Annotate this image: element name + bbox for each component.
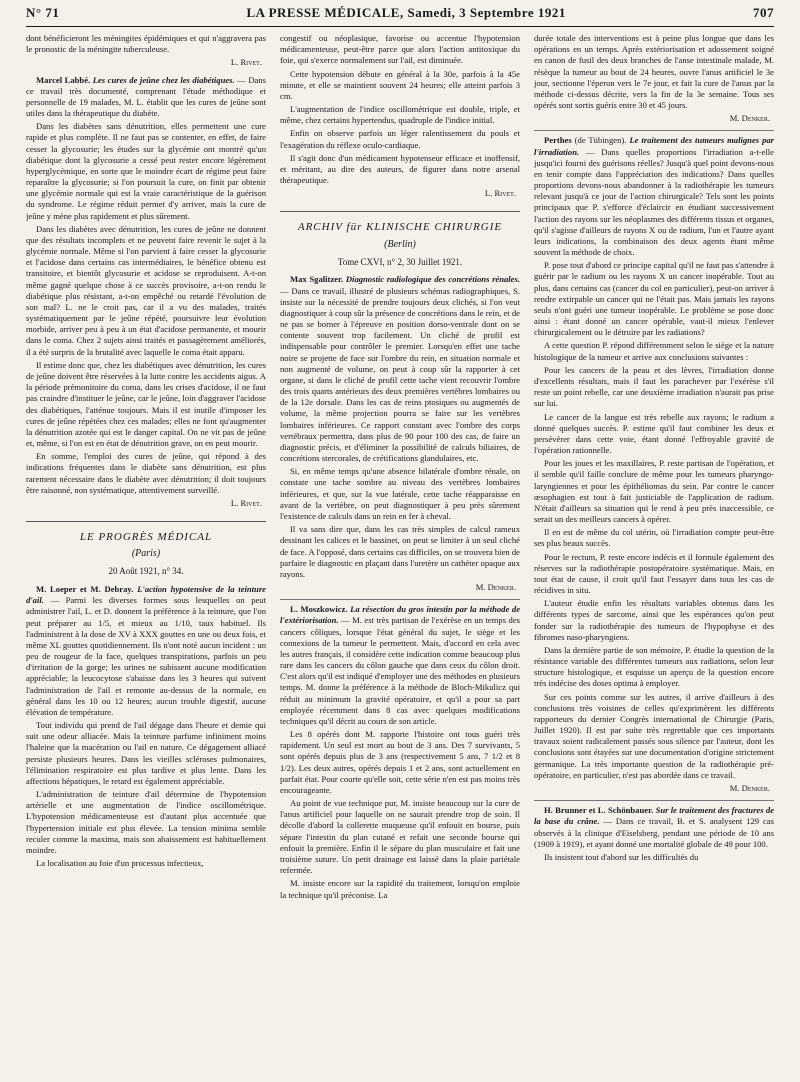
article-heading-labbe — [26, 75, 266, 120]
paragraph: — Dans quelles proportions l'irradiation a-t-elle jusqu'ici fourni des guérisons réelles? Jusqu'à quel point devons-nous en tenir compte dans l'appréciation des indications? Dans quelles proportions devons-nous abandonner à la radiothérapie les tumeurs relevant jusqu'à ce jour de l'action chirurgicale? Tels sont les points principaux que P. s'efforce d'éclaircir en étudiant successivement l'action des rayons sur les néoplasmes des différents tissus et organes, qu'il s'agisse d'ailleurs de rayons X ou de radium, l'un et l'autre ayant leurs indications, la combinaison des deux agents étant même souvent la méthode de choix. — [534, 146, 774, 258]
paragraph: Les 8 opérés dont M. rapporte l'histoire ont tous guéri très rapidement. Un seul est mort au bout de 3 ans. Des 7 survivants, 5 sont opérés depuis plus de 3 ans (respectivement 5 ans, 7 1/2 et 8 1/2). Les deux autres, opérés depuis 1 et 2 ans, sont actuellement en parfait état. Pour courte qu'elle soit, cette série n'en est pas moins très encourageante. — [280, 729, 520, 795]
paragraph: — Parmi les diverses formes sous lesquelles on peut administrer l'ail, L. et D. donnent la préférence à la teinture, que l'on peut préparer au 1/5, et mieux au 1/10, taux habituel. Ils l'administrent à la dose de XV à XXX gouttes en une ou deux fois, et même XL gouttes quotidiennement. Ils n'ont noté aucun incident : un peu de rougeur de la face, quelques transpirations, parfois un peu d'irritation de la gorge; les urines ne subissent aucune modification appréciable; la leucocytose s'abaisse dans les 3 heures qui suivent l'administration de l'ail et remonte au-dessus de la normale, en général dans les 10 ou 12 heures; aucun trouble digestif, aucune élévation de température. — [26, 595, 266, 717]
paragraph: P. pose tout d'abord ce principe capital qu'il ne faut pas s'attendre à guérir par le radium ou les rayons X un cancer inopérable. Tout au plus, dans certains cas (cancer du col en particulier), peut-on arriver à rendre extirpable un cancer qui ne l'était pas. Mais jamais les rayons seuls n'ont guéri une tumeur inopérable. Le problème se pose donc ainsi : étant donné un cancer opérable, vaut-il mieux l'enlever chirurgicalement ou le détruire par les radiations? — [534, 260, 774, 338]
article-heading-brunner — [534, 805, 774, 850]
paragraph: La localisation au foie d'un processus infectieux, — [36, 858, 204, 869]
paragraph: Ils insistent tout d'abord sur les difficultés du — [544, 851, 699, 862]
paragraph: — M. est très partisan de l'exérèse en un temps des cancers côliques, lorsque l'état général du sujet, le siège et les connexions de la tumeur le permettent. Mais, d'accord en cela avec les autres français, il considère cette indication comme beaucoup plus rare dans les cancers du côlon gauche que dans ceux du côlon droit. C'est alors qu'il est indiqué d'employer une des méthodes en plusieurs temps. M. donne la préférence à la méthode de Bloch-Mikulicz qui réduit au minimum la gravité opératoire, et qu'il a pour sa part employée récemment dans 8 cas avec quelques modifications techniques qu'il décrit au cours de son article. — [280, 615, 520, 726]
signature: L. Rivet. — [484, 188, 516, 199]
signature: M. Denker. — [729, 113, 770, 124]
paragraph: Dans les diabètes avec dénutrition, les cures de jeûne ne donnent que des résultats incomplets et ne peuvent faire revenir le sujet à la glycémie normale. Même si l'on parvient à faire cesser la glycosurie et l'acidose dans certains cas intermédiaires, le bénéfice obtenu est transitoire, et bientôt glycosurie et acidose se reproduisent. A-t-on même gagné quelque chose à ce succès provisoire, a-t-on rendu le diabétique plus résistant, a-t-on empêché ou retardé l'évolution de son mal? L. ne le croit pas, car il a vu des malades, traités systématiquement par le jeûne répété, poursuivre leur évolution morbide, arriver peu à peu à un état d'acidose permanente, et mourir dans le coma. Chez 2 sujets ainsi traités et passagèrement améliorés, il a été surpris de la brutalité avec laquelle le coma était apparu. — [26, 223, 266, 357]
issue-line: 20 Août 1921, n° 34. — [108, 566, 184, 577]
paragraph: durée totale des interventions est à peine plus longue que dans les opérations en un temps. Après extériorisation et adossement soigné en canon de fusil des deux branches de l'anse intestinale malade, M. résèque la tumeur au bout de 24 heures, ouvre l'anus artificiel le 3e jour, sectionne l'éperon vers le 7e jour, et fait la cure de l'anus par la méthode ci-dessus décrite, vers la fin de la 3e semaine. Tous ses opérés sont sortis guéris entre 30 et 45 jours. — [534, 33, 774, 111]
column-1 — [26, 33, 266, 1073]
paragraph: — Dans ce travail très documenté, comprenant l'étude méthodique et personnelle de 19 malades, M. L. établit que les cures de jeûne sont utiles dans la thérapeutique du diabète. — [26, 74, 266, 119]
article-columns — [26, 33, 774, 1073]
article-title: Le traitement des tumeurs malignes par l'irradiation. — [534, 135, 774, 157]
journal-name: ARCHIV für KLINISCHE CHIRURGIE — [297, 221, 503, 234]
article-title: La résection du gros intestin par la méthode de l'extériorisation. — [280, 604, 520, 626]
journal-city: (Berlin) — [384, 238, 416, 250]
issue-number: N° 71 — [26, 5, 60, 20]
paragraph: Enfin on observe parfois un léger ralentissement du pouls et l'exagération du réflexe oculo-cardiaque. — [280, 128, 520, 150]
paragraph: dont bénéficieront les méningites épidémiques et qui n'aggravera pas le pronostic de la méningite tuberculeuse. — [26, 33, 266, 55]
publication-title: LA PRESSE MÉDICALE, Samedi, 3 Septembre 1921 — [246, 5, 566, 20]
article-affiliation: (de Tübingen). — [574, 135, 627, 146]
column-3 — [534, 33, 774, 1073]
paragraph: L'augmentation de l'indice oscillométrique est double, triple, et même, chez certains hypertendus, quadruple de l'indice initial. — [280, 104, 520, 126]
signature: L. Rivet. — [230, 57, 262, 68]
paragraph: Tout individu qui prend de l'ail dégage dans l'heure et demie qui suit une odeur alliacée. Mais la teinture parfume infiniment moins l'haleine que la macération ou l'ail en nature. Ce dégagement alliacé persiste plusieurs heures. Dans les vieilles scléroses pulmonaires, l'élimination respiratoire est plus tardive et plus lente. Dans les affections hépatiques, le retard est également appréciable. — [26, 720, 266, 786]
article-title: Les cures de jeûne chez les diabétiques. — [92, 74, 235, 85]
column-2 — [280, 33, 520, 1073]
paragraph: Cette hypotension débute en général à la 30e, parfois à la 45e minute, et elle se maintient souvent 24 heures; elle atteint parfois 3 cm. — [280, 68, 520, 101]
paragraph: — Dans ce travail, illustré de plusieurs schémas radiographiques, S. insiste sur la nécessité de prendre toujours deux clichés, si l'on veut diagnostiquer à coup sûr la présence de concrétions dans le rein, et de ne pas se borner à l'épreuve en position dorso-ventrale dont on se contente souvent trop facilement. Un cliché de profil est indispensable pour contrôler le premier. Lorsqu'en effet une tache noire se projette de face sur l'ombre du rein, en situation normale et non augmenté de volume, on peut à coup sûr la rapporter à cet organe, si dans le cliché de profil cette tache vient recouvrir l'ombre des trois quarts antérieurs des deux premières vertèbres lombaires ou de la 12e dorsale. Dans les cas de reins ptosiques ou augmentés de volume, la même projection pourra se faire sur les vertèbres lombaires inférieures. Ce rapport constant avec l'ombre des corps vertébraux permettra, dans plus de 90 pour 100 des cas, de faire un diagnostic précis, et d'éliminer la possibilité de calculs biliaires, de concrétions stercorales, de crétifications glandulaires, etc. — [280, 285, 520, 464]
paragraph: Dans la dernière partie de son mémoire, P. étudie la question de la résistance variable des différentes tumeurs aux radiations, selon leur structure histologique, et esquisse un aperçu de la question encore très indécise des doses optima à employer. — [534, 644, 774, 689]
paragraph: Pour les cancers de la peau et des lèvres, l'irradiation donne d'excellents résultats, mais il faut les parachever par l'exérèse s'il reste un point rebelle, car une deuxième irradiation n'aurait pas prise sur lui. — [534, 364, 774, 409]
divider — [280, 599, 520, 600]
paragraph: A cette question P. répond différemment selon le siège et la nature histologique de la tumeur et arrive aux conclusions suivantes : — [534, 340, 774, 362]
paragraph: congestif ou néoplasique, favorise ou accentue l'hypotension médicamenteuse, peut-être parce que alors l'action antitoxique du foie, qui s'exerce normalement sur l'ail, est diminuée. — [280, 33, 520, 66]
article-title: Diagnostic radiologique des concrétions rénales. — [345, 274, 520, 285]
article-title: Sur le traitement des fractures de la base du crâne. — [534, 805, 774, 827]
running-header — [26, 0, 774, 27]
paragraph: L'administration de teinture d'ail détermine de l'hypotension artérielle et une augmentation de l'indice oscillométrique. L'hypotension médicamenteuse est d'autant plus accentuée que l'hypertension initiale est plus élevée. La tension minima semble reculer comme la maxima, mais son abaissement est habituellement moindre. — [26, 789, 266, 855]
journal-heading — [26, 521, 266, 560]
divider — [534, 800, 774, 801]
signature: L. Rivet. — [230, 497, 262, 508]
paragraph: L'auteur étudie enfin les résultats variables obtenus dans les différents types de sarcome, ainsi que les espérances qu'on peut fonder sur la radiothérapie des tumeurs de l'hypophyse et des fibromes naso-pharyngiens. — [534, 598, 774, 642]
paragraph: Pour les joues et les maxillaires, P. reste partisan de l'opération, et il semble qu'il faille conclure de même pour les tumeurs pharyngo-laryngiennes et pour les épithéliomas du sein. Par contre le cancer œsophagien est tout à fait justiciable de l'application de radium. N'était d'ailleurs sa situation qui le rend à peu près inaccessible, ce serait un des meilleurs cancers à opérer. — [534, 458, 774, 525]
paragraph: Au point de vue technique pur, M. insiste beaucoup sur la cure de l'anus artificiel pour laquelle on ne saurait prendre trop de soin. Il décolle d'abord la collerette muqueuse qu'il enfouit en bourse, puis sépare l'intestin du plan cutané et refait une seconde bourse qui enfouit la première. Enfin il le sépare du plan musculaire et fait une troisième suture. Un petit drainage est laissé dans la plaie pariétale refermée. — [280, 798, 520, 876]
paragraph: Pour le rectum, P. reste encore indécis et il formule également des réserves sur la radiothérapie postopératoire systématique. Mais, en tout état de cause, il croit qu'il faut l'essayer dans tous les cas de récidives in situ. — [534, 551, 774, 596]
paragraph: — Dans ce travail, B. et S. analysent 129 cas observés à la clinique d'Eiselsberg, pendant une période de 10 ans (1909 à 1919), et ayant donné une mortalité globale de 49 pour 100. — [534, 816, 774, 849]
paragraph: Il estime donc que, chez les diabétiques avec dénutrition, les cures de jeûne doivent être réservées à la lutte contre les accidents aigus. A la période prémonitoire du coma, dans les crises d'acidose, il ne faut pas craindre d'instituer le jeûne, car le jeûne, loin d'aggraver l'acidose des diabétiques, l'atténue toujours. Mais il est inutile d'imposer les cures de jeûne répétées chez ces malades; elles ne font qu'augmenter la dénutrition azotée qui est le danger capital. On ne vit pas de jeûne et, même, si l'on est en état de dénutrition grave, on en peut mourir. — [26, 359, 266, 449]
paragraph: Dans les diabètes sans dénutrition, elles permettent une cure rapide et plus complète. Il ne faut pas se contenter, en effet, de faire cesser la glycosurie; les études sur la glycémie ont montré qu'un diabétique dont la glycosurie a cessé peut rester encore légèrement hyperglycémique, en sorte que le moindre écart de régime peut faire reparaître la glycosurie; si l'on poursuit la cure, on finit par obtenir une glycémie normale qui est la vraie caractéristique de la guérison du syndrome. Le régime réduit permet d'y arriver, mais la cure de jeûne y mène plus rapidement et plus sûrement. — [26, 121, 266, 221]
article-title: L'action hypotensive de la teinture d'ail. — [26, 584, 266, 606]
paragraph: Sur ces points comme sur les autres, il arrive d'ailleurs à des conclusions très voisines de celles qu'exprimèrent les différents rapporteurs du dernier Congrès international de Chirurgie (Paris, Juillet 1920). Il est par suite très regrettable que ces importants travaux soient radicalement passés sous silence par l'auteur, dont les conclusions sont étayées sur une documentation d'origine strictement germanique. La très importante question de la radiothérapie pré-opératoire, en particulier, n'est pas abordée dans ce travail. — [534, 691, 774, 780]
journal-city: (Paris) — [131, 548, 161, 560]
article-heading-perthes — [534, 135, 774, 258]
issue-line: Tome CXVI, n° 2, 30 Juillet 1921. — [337, 256, 463, 267]
article-author: M. Loeper et M. Debray. — [36, 584, 134, 595]
paragraph: Il en est de même du col utérin, où l'irradiation compte peut-être ses plus beaux succès. — [534, 527, 774, 549]
paragraph: M. insiste encore sur la rapidité du traitement, lorsqu'on emploie la technique qu'il préconise. La — [280, 878, 520, 900]
divider — [534, 130, 774, 131]
signature: M. Denker. — [475, 582, 516, 593]
article-author: Max Sgalitzer. — [290, 274, 344, 285]
paragraph: Il va sans dire que, dans les cas très simples de calcul rameux dessinant les calices et le bassinet, on peut se limiter à un seul cliché de face. A l'opposé, dans certains cas difficiles, on se trouvera bien de parfaire le diagnostic en plaçant dans l'uretère un cathéter opaque aux rayons. — [280, 524, 520, 579]
article-author: H. Brunner et L. Schönbauer. — [544, 805, 654, 816]
article-heading-sgalitzer — [280, 274, 520, 464]
article-heading-moszkowicz — [280, 604, 520, 727]
signature: M. Denker. — [729, 783, 770, 793]
journal-heading — [280, 211, 520, 250]
paragraph: En somme, l'emploi des cures de jeûne, qui répond à des indications fréquentes dans le diabète sans dénutrition, est plus rarement nécessaire dans le diabète avec dénutrition; il doit toujours être raisonné, non systématique, attentivement surveillé. — [26, 451, 266, 495]
article-author: Marcel Labbé. — [36, 74, 91, 85]
paragraph: Il s'agit donc d'un médicament hypotenseur efficace et inoffensif, et méritant, au dire des auteurs, de figurer dans notre arsenal thérapeutique. — [280, 152, 520, 186]
article-author: L. Moszkowicz. — [290, 604, 348, 615]
page-number: 707 — [753, 5, 774, 20]
article-author: Perthes — [544, 135, 572, 146]
article-heading-loeper — [26, 584, 266, 718]
paragraph: Si, en même temps qu'une absence bilatérale d'ombre rénale, on constate une tache sombre au niveau des vertèbres lombaires inférieures, et que, sur la vue latérale, cette tache réapparaisse en avant de la vertèbre, on peut diagnostiquer à peu près sûrement l'existence de calculs dans un rein en fer à cheval. — [280, 466, 520, 521]
paragraph: Le cancer de la langue est très rebelle aux rayons; le radium a donné quelques succès. P. estime qu'il faut combiner les deux et persévérer dans cette voie, étant donné l'effroyable gravité de l'opération rationnelle. — [534, 411, 774, 456]
journal-name: LE PROGRÈS MÉDICAL — [79, 531, 213, 544]
